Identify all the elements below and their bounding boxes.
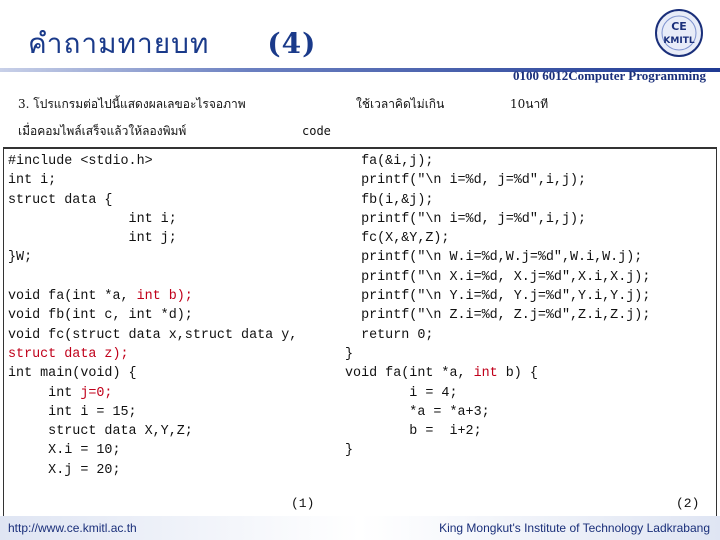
code-right-line: printf("\n W.i=%d,W.j=%d",W.i,W.j); — [345, 250, 643, 266]
code-left-line: int j=0; — [8, 385, 113, 401]
code-left-line: int i = 15; — [8, 404, 137, 420]
slide-title — [28, 22, 316, 66]
code-box — [3, 147, 717, 517]
footer-institute: King Mongkut's Institute of Technology Ladkrabang — [439, 521, 710, 535]
code-right-line: fb(i,&j); — [345, 192, 434, 208]
page-number-left: (1) — [291, 496, 315, 511]
footer-url-link[interactable]: http://www.ce.kmitl.ac.th — [8, 521, 137, 535]
code-right-line: return 0; — [345, 327, 434, 343]
code-left-line: X.j = 20; — [8, 462, 121, 478]
code-right-line: printf("\n i=%d, j=%d",i,j); — [345, 211, 587, 227]
code-left-line: void fc(struct data x,struct data y, — [8, 327, 298, 343]
code-left-line: int j; — [8, 231, 177, 247]
page-number-right: (2) — [676, 496, 700, 511]
code-left-line: int main(void) { — [8, 366, 137, 382]
code-right-line: printf("\n Z.i=%d, Z.j=%d",Z.i,Z.j); — [345, 308, 651, 324]
slide-title-text: คำถามทายบท — [28, 27, 210, 60]
code-left-line: int i; — [8, 211, 177, 227]
code-right-line: printf("\n X.i=%d, X.j=%d",X.i,X.j); — [345, 269, 651, 285]
code-right-line: *a = *a+3; — [345, 404, 490, 420]
code-right-line: } — [345, 443, 354, 459]
code-left-line: struct data { — [8, 192, 113, 208]
code-left-line — [8, 268, 297, 287]
code-left-line: struct data X,Y,Z; — [8, 424, 193, 440]
question-line-2: เมื่อคอมไพล์เสร็จแล้วให้ลองพิมพ์ — [18, 124, 187, 138]
time-limit-minutes: 10นาที — [510, 97, 549, 111]
code-left-line: X.i = 10; — [8, 443, 121, 459]
code-left-line: int i; — [8, 173, 57, 189]
logo-text-top: CE — [671, 20, 687, 33]
code-right-line: fa(&i,j); — [345, 154, 434, 169]
code-listing-right — [345, 152, 656, 461]
question-line-1: 3. โปรแกรมต่อไปนี้แสดงผลเลขอะไรจอภาพ — [18, 97, 246, 111]
code-right-line: } — [345, 346, 354, 362]
code-right-line: void fa(int *a, int b) { — [345, 366, 538, 382]
ce-kmitl-logo — [654, 8, 704, 58]
code-right-line: i = 4; — [345, 385, 458, 401]
time-limit-label: ใช้เวลาคิดไม่เกิน — [356, 97, 445, 111]
code-listing-left — [8, 152, 297, 480]
code-right-line: fc(X,&Y,Z); — [345, 231, 450, 247]
course-label: 0100 6012Computer Programming — [512, 68, 706, 83]
code-right-line: printf("\n Y.i=%d, Y.j=%d",Y.i,Y.j); — [345, 289, 651, 305]
code-left-line: }W; — [8, 250, 33, 266]
code-left-line: void fb(int c, int *d); — [8, 308, 193, 324]
code-right-line: printf("\n i=%d, j=%d",i,j); — [345, 173, 587, 189]
logo-text-bottom: KMITL — [663, 36, 695, 46]
footer-bar — [0, 516, 720, 540]
code-left-line: struct data z); — [8, 346, 129, 362]
code-left-line: void fa(int *a, int b); — [8, 289, 193, 305]
slide-title-number: (4) — [267, 27, 317, 60]
code-right-line: b = i+2; — [345, 424, 482, 440]
code-label: code — [302, 124, 331, 138]
code-left-line: #include <stdio.h> — [8, 154, 153, 169]
